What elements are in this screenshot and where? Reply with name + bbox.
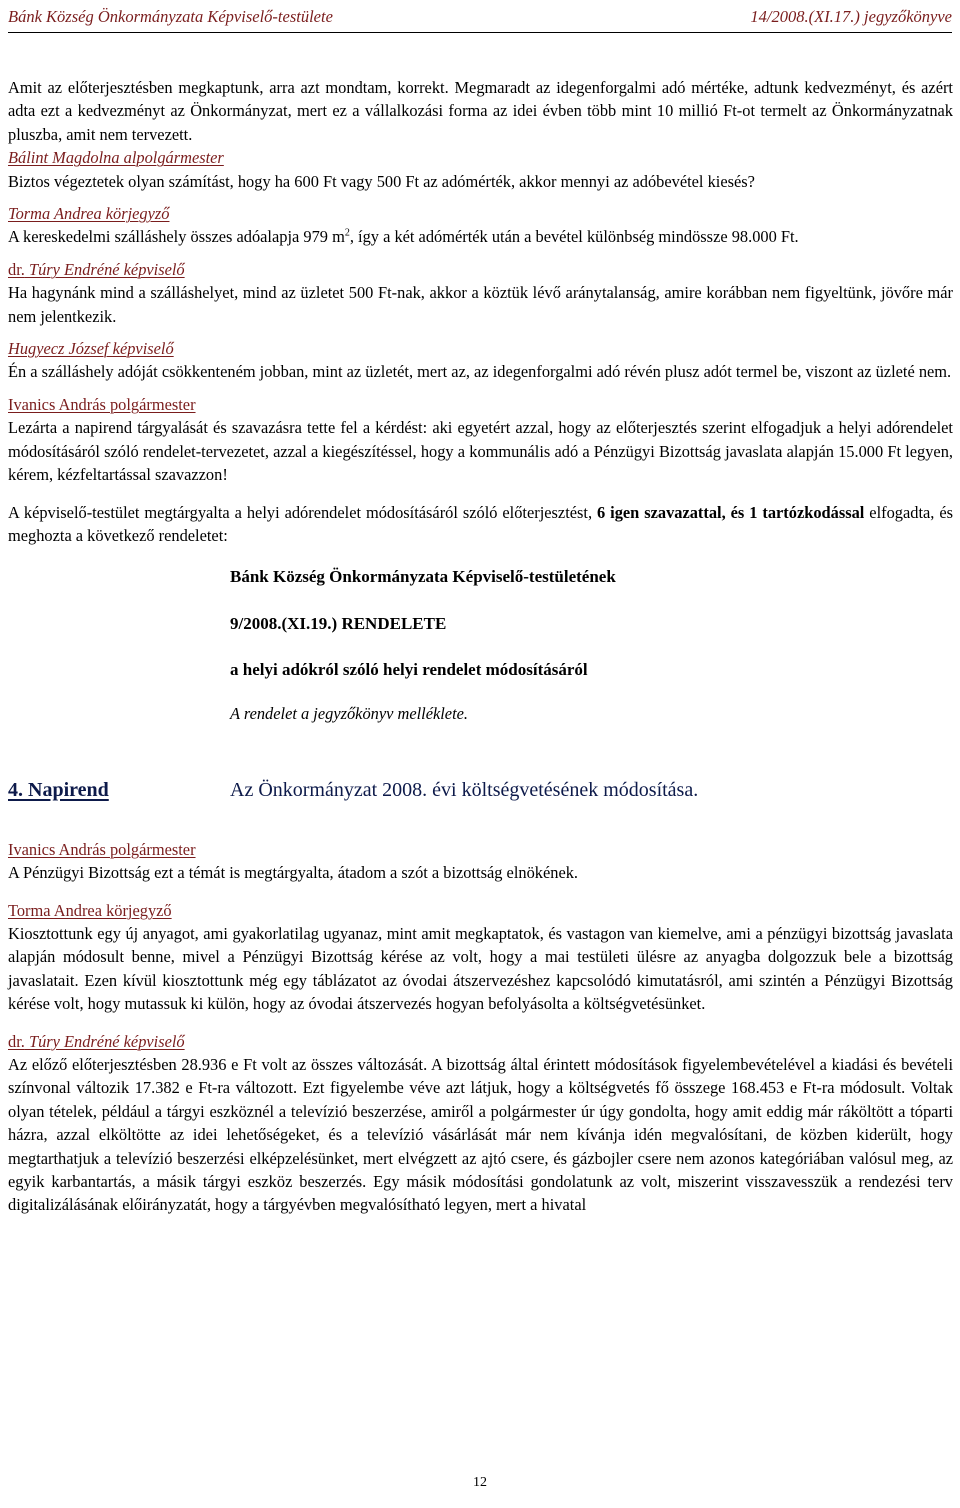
speaker-name: dr. Túry Endréné képviselő — [8, 259, 185, 279]
paragraph: Biztos végeztetek olyan számítást, hogy ha 600 Ft vagy 500 Ft az adómérték, akkor mennyi az adóbevétel kiesés? — [8, 171, 755, 191]
speaker-name: Ivanics András polgármester — [8, 394, 196, 414]
paragraph: A Pénzügyi Bizottság ezt a témát is megtárgyalta, átadom a szót a bizottság elnökének. — [8, 863, 579, 883]
document-body — [8, 76, 953, 1217]
speaker-name: Bálint Magdolna alpolgármester — [8, 148, 224, 168]
speaker-name: Torma Andrea körjegyző — [8, 204, 170, 224]
header-record-number: 14/2008.(XI.17.) jegyzőkönyve — [750, 7, 952, 26]
decree-note: A rendelet a jegyzőkönyv melléklete. — [230, 704, 469, 724]
paragraph: Ha hagynánk mind a szálláshelyet, mind az üzletet 500 Ft-nak, akkor a köztük lévő aránytalanság, amire korábban nem figyeltünk, jövőre már nem jelentkezik. — [8, 283, 953, 326]
speaker-name: Hugyecz József képviselő — [8, 339, 174, 359]
page-header — [8, 4, 952, 33]
page-number: 12 — [473, 1475, 487, 1490]
paragraph: Én a szálláshely adóját csökkenteném jobban, mint az üzletét, mert az, az idegenforgalmi adó révén plusz adót termel be, viszont az üzleté nem. — [8, 362, 952, 382]
paragraph: Amit az előterjesztésben megkaptunk, arra azt mondtam, korrekt. Megmaradt az idegenforgalmi adó mértéke, adtunk kedvezményt, és azért adta ezt a kedvezményt az Önkormányzat, mert ez a vállalkozási forma az idei évben több mint 10 millió Ft-ot termelt az Önkormányzatnak pluszba, amit nem tervezett. — [8, 78, 953, 144]
agenda-title: Az Önkormányzat 2008. évi költségvetésének módosítása. — [230, 778, 699, 801]
decree-issuer: Bánk Község Önkormányzata Képviselő-testületének — [230, 567, 616, 587]
agenda-heading — [8, 776, 953, 808]
decree-block — [8, 565, 953, 725]
agenda-number: 4. Napirend — [8, 778, 109, 801]
speaker-name: Torma Andrea körjegyző — [8, 900, 172, 920]
decree-number: 9/2008.(XI.19.) RENDELETE — [230, 614, 447, 634]
paragraph: Lezárta a napirend tárgyalását és szavazásra tette fel a kérdést: aki egyetért azzal, hogy az előterjesztés szerint elfogadjuk a helyi adórendelet módosításáról szóló rendelet-tervezetet, azzal a kiegészítéssel, hogy a kommunális adó a Pénzügyi Bizottság javaslata alapján 15.000 Ft legyen, kérem, kézfeltartással szavazzon! — [8, 418, 953, 485]
speaker-name: Ivanics András polgármester — [8, 839, 196, 859]
decree-title: a helyi adókról szóló helyi rendelet módosításáról — [230, 660, 588, 680]
paragraph: Kiosztottunk egy új anyagot, ami gyakorlatilag ugyanaz, mint amit megkaptatok, és vastagon van kiemelve, ami a pénzügyi bizottság javaslata alapján módosult benne, mivel a Pénzügyi Bizottság kérése az volt, hogy a mai testületi ülésre az anyagba dolgozzuk bele a bizottság javaslatait. Ezen kívül kiosztottunk még egy táblázatot az óvodai átszervezéshez kapcsolódó kimutatásról, ami szintén a Pénzügyi Bizottság kérése volt, hogy mutassuk ki külön, hogy az óvodai átszervezés hogyan befolyásolta a költségvetésünket. — [8, 923, 953, 1014]
paragraph: Az előző előterjesztésben 28.936 e Ft volt az összes változását. A bizottság által érintett módosítások figyelembevételével a kiadási és bevételi színvonal változik 17.382 e Ft-ra változott. Ezt figyelembe véve azt látjuk, hogy a költségvetés fő összege 168.453 e Ft-ra módosult. Voltak olyan tételek, például a tárgyi eszköznél a televízió beszerzése, amiről a polgármester úr úgy gondolta, hogy amit eddig már ráköltött a tóparti házra, azzal elköltötte az idei lehetőségeket, és a televízió vásárlását már nem kívánja idén megvalósítani, de közben kiderült, hogy megtarthatjuk a televízió beszerzési elképzelésünket, mert elvégzett az ajtó csere, és gázbojler csere nem azonos kategóriában valósul meg, az egyik karbantartás, a másik tárgyi eszköz beszerzés. Egy másik módosítási gondolatunk az volt, miszerint visszavesszük a rendezési terv digitalizálásának előirányzatát, hogy a tárgyévben megvalósítható legyen, mert a hivatal — [8, 1054, 953, 1215]
speaker-name: dr. Túry Endréné képviselő — [8, 1031, 185, 1051]
paragraph: A kereskedelmi szálláshely összes adóalapja 979 $m^2$, így a két adómérték után a bevétel különbség mindössze 98.000 Ft. — [8, 227, 799, 247]
paragraph: A képviselő-testület megtárgyalta a helyi adórendelet módosításáról szóló előterjesztést, 6 igen szavazattal, és 1 tartózkodással elfogadta, és meghozta a következő rendeletet: — [8, 502, 953, 545]
header-title: Bánk Község Önkormányzata Képviselő-testülete — [8, 7, 333, 26]
